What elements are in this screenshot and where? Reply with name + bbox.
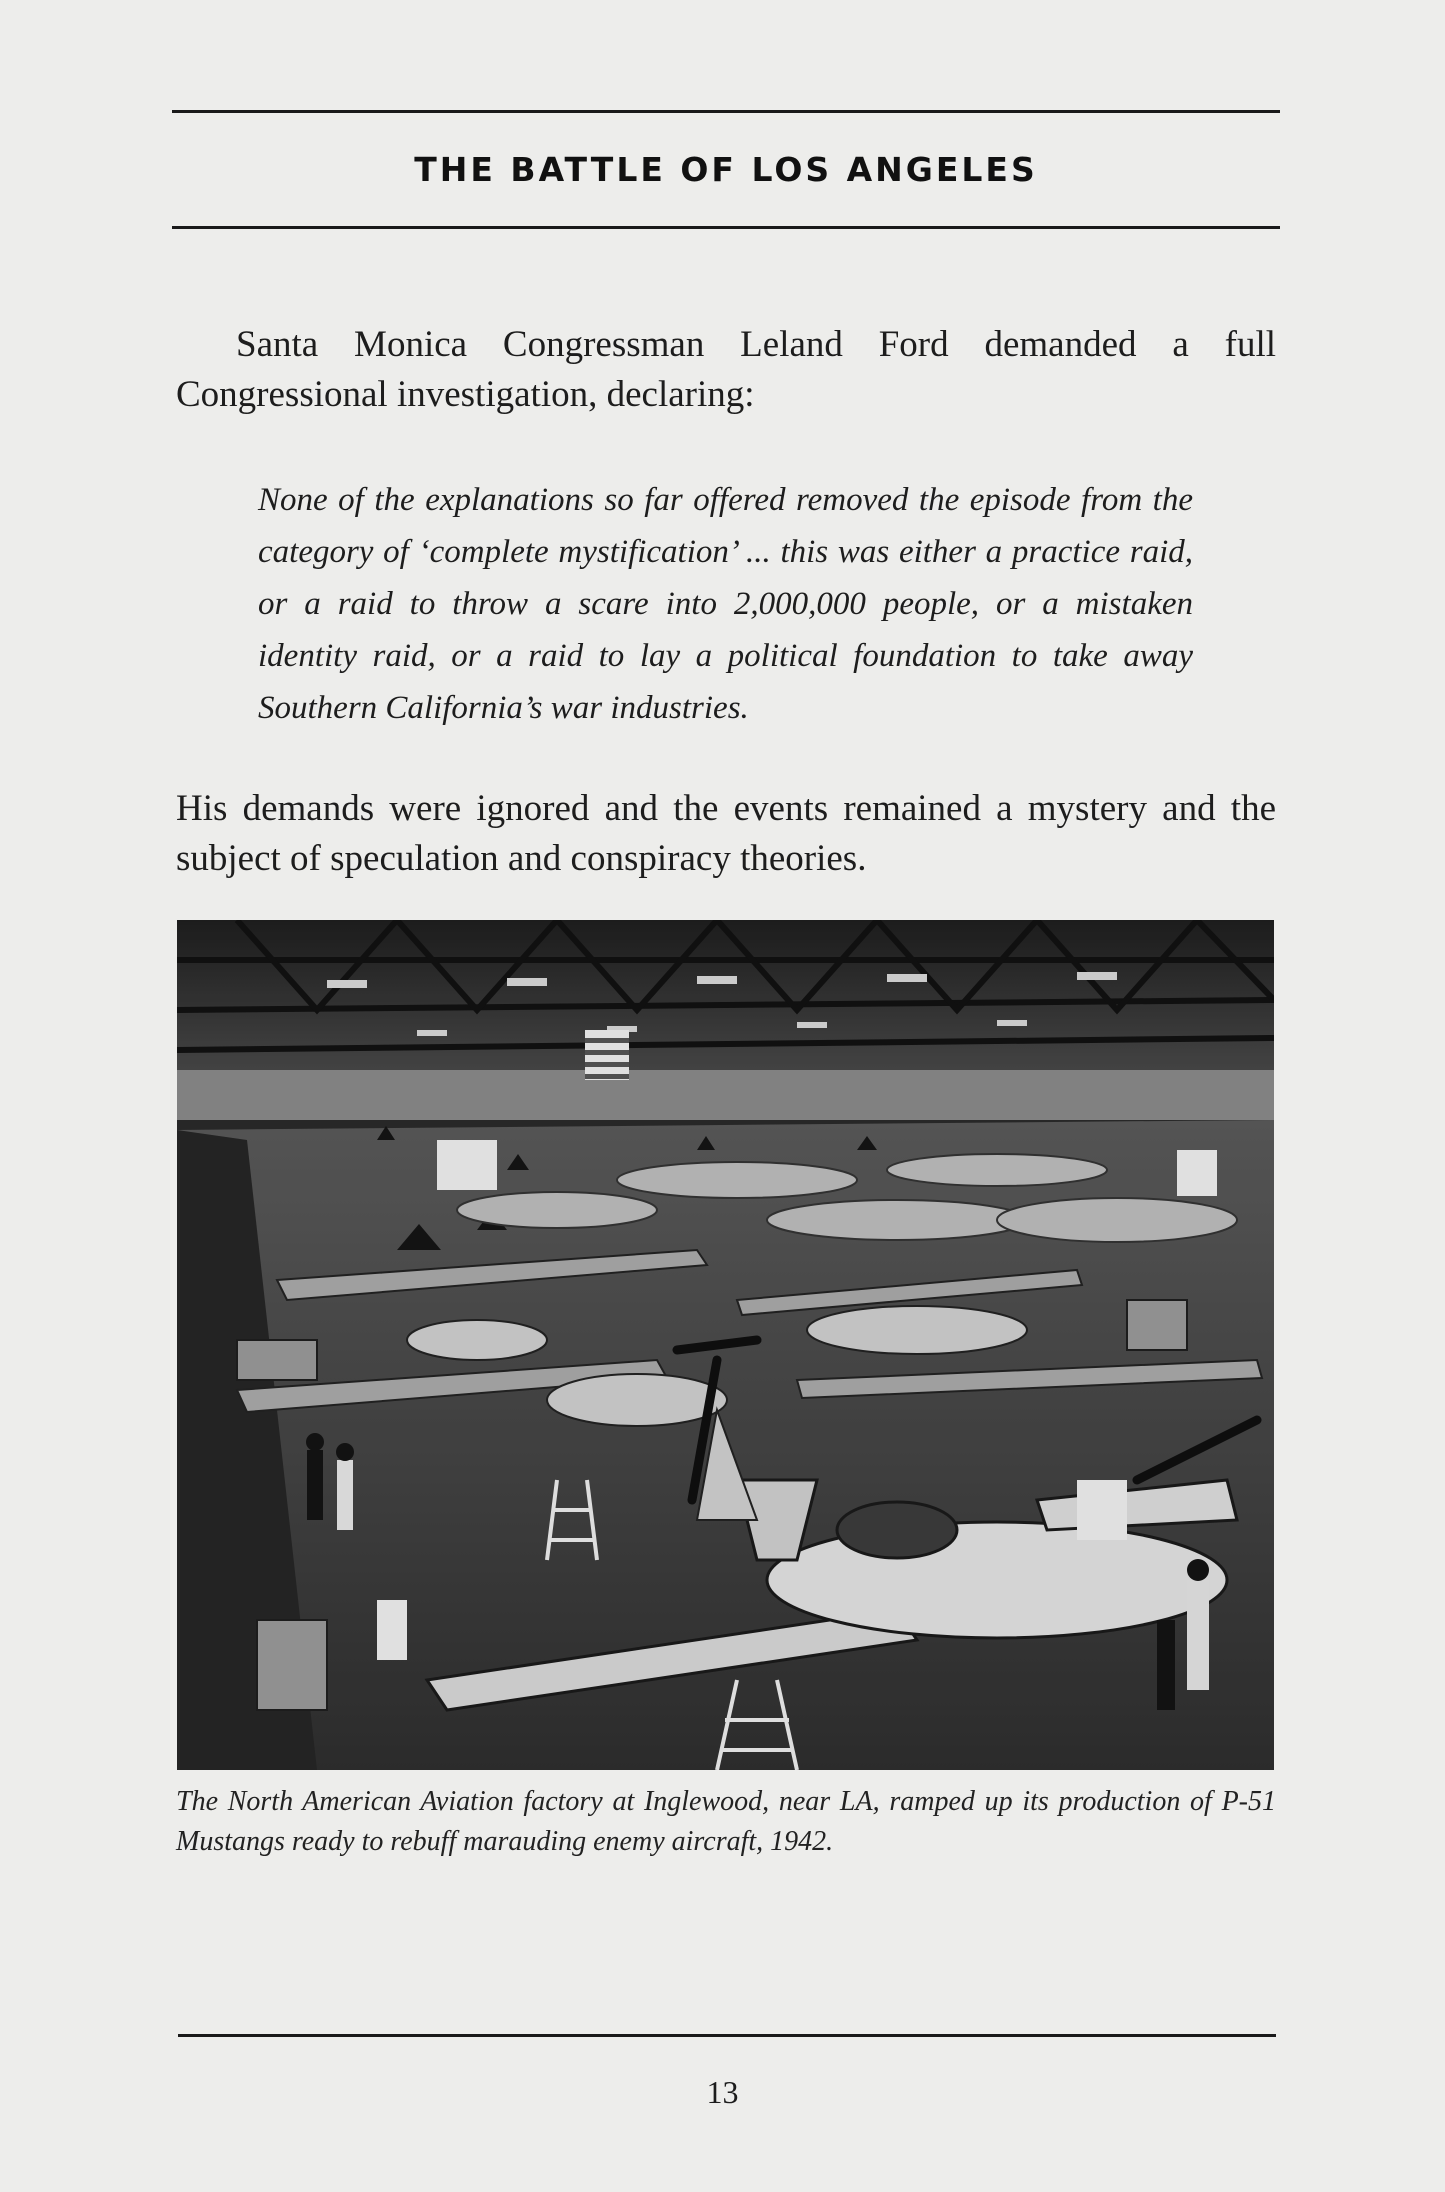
body-paragraph-2: His demands were ignored and the events remained a mystery and the subject of speculation and conspiracy theories. bbox=[176, 788, 1276, 879]
running-head: THE BATTLE OF LOS ANGELES bbox=[414, 150, 1038, 189]
factory-photo-illustration bbox=[177, 920, 1274, 1770]
footer-rule bbox=[178, 2034, 1276, 2037]
body-paragraph-1: Santa Monica Congressman Leland Ford demanded a full Congressional investigation, declaring: bbox=[176, 324, 1276, 415]
page-number: 13 bbox=[706, 2074, 739, 2110]
factory-photograph bbox=[177, 920, 1274, 1770]
block-quote: None of the explanations so far offered removed the episode from the category of ‘complete mystification’ ... this was either a practice raid, or a raid to throw a scare into 2,000,000 people, or a mistaken identity raid, or a raid to lay a political foundation to take away Southern California’s war industries. bbox=[258, 482, 1193, 726]
header-top-rule bbox=[172, 110, 1280, 113]
figure-caption: The North American Aviation factory at Inglewood, near LA, ramped up its production of P-51 Mustangs ready to rebuff marauding enemy aircraft, 1942. bbox=[176, 1786, 1276, 1857]
header-bottom-rule bbox=[172, 226, 1280, 229]
